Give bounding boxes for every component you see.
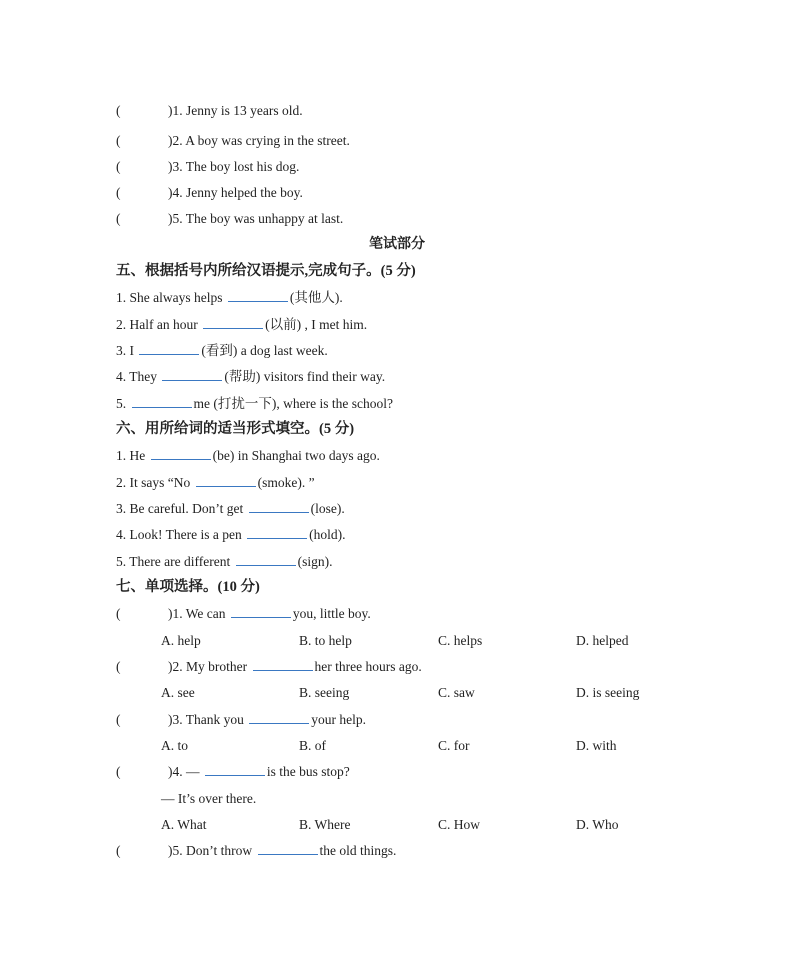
answer-blank[interactable]	[132, 395, 192, 408]
item-number: )1.	[168, 606, 183, 621]
item-text: 3. I	[116, 343, 138, 358]
item-text: your help.	[311, 712, 367, 727]
item-number: )1.	[168, 103, 183, 118]
option-c[interactable]: C. for	[438, 738, 470, 753]
answer-paren[interactable]: (	[116, 659, 121, 674]
tf-item-2	[116, 132, 350, 150]
tf-item-4	[116, 184, 303, 202]
s5-item-1	[116, 289, 343, 307]
answer-blank[interactable]	[151, 447, 211, 460]
item-text: My brother	[186, 659, 251, 674]
item-text: (其他人).	[289, 290, 343, 305]
section6-heading: 六、用所给词的适当形式填空。(5 分)	[116, 421, 355, 437]
answer-paren[interactable]: (	[116, 159, 121, 174]
item-text: The boy lost his dog.	[185, 159, 300, 174]
item-text: Jenny helped the boy.	[186, 185, 303, 200]
answer-blank[interactable]	[228, 289, 288, 302]
item-text: 2. Half an hour	[116, 317, 202, 332]
mc-question-3	[116, 711, 366, 729]
s5-item-3	[116, 342, 328, 360]
s6-item-4	[116, 526, 345, 544]
answer-blank[interactable]	[253, 658, 313, 671]
s6-item-3	[116, 500, 345, 518]
item-text: 4. Look! There is a pen	[116, 527, 246, 542]
item-text: 3. Be careful. Don’t get	[116, 501, 247, 516]
item-text: (be) in Shanghai two days ago.	[212, 448, 380, 463]
answer-paren[interactable]: (	[116, 764, 121, 779]
s5-item-4	[116, 368, 385, 386]
answer-paren[interactable]: (	[116, 606, 121, 621]
item-text: the old things.	[319, 843, 397, 858]
s5-item-2	[116, 316, 367, 334]
option-a[interactable]: A. see	[161, 685, 195, 700]
option-b[interactable]: B. seeing	[299, 685, 350, 700]
option-c[interactable]: C. helps	[438, 633, 483, 648]
s5-item-5	[116, 395, 393, 413]
item-number: )5.	[168, 211, 183, 226]
tf-item-3	[116, 158, 299, 176]
item-text: (smoke). ”	[257, 475, 315, 490]
item-text: (sign).	[297, 554, 333, 569]
item-text: Thank you	[185, 712, 248, 727]
answer-paren[interactable]: (	[116, 133, 121, 148]
answer-blank[interactable]	[236, 553, 296, 566]
answer-blank[interactable]	[249, 711, 309, 724]
s6-item-2	[116, 474, 315, 492]
mc-question-2	[116, 658, 422, 676]
item-text: (帮助) visitors find their way.	[224, 369, 386, 384]
item-number: )3.	[168, 159, 183, 174]
option-d[interactable]: D. Who	[576, 817, 619, 832]
option-b[interactable]: B. of	[299, 738, 326, 753]
item-text: me (打扰一下), where is the school?	[193, 396, 393, 411]
tf-item-5	[116, 210, 343, 228]
written-part-title: 笔试部分	[369, 237, 425, 252]
item-text: 1. She always helps	[116, 290, 226, 305]
answer-paren[interactable]: (	[116, 712, 121, 727]
answer-blank[interactable]	[205, 763, 265, 776]
item-text: (以前) , I met him.	[265, 317, 368, 332]
item-number: )2.	[168, 133, 183, 148]
answer-blank[interactable]	[258, 842, 318, 855]
tf-item-1	[116, 102, 303, 120]
answer-blank[interactable]	[247, 526, 307, 539]
answer-paren[interactable]: (	[116, 103, 121, 118]
item-text: her three hours ago.	[314, 659, 422, 674]
item-number: )2.	[168, 659, 183, 674]
option-b[interactable]: B. Where	[299, 817, 351, 832]
answer-blank[interactable]	[231, 605, 291, 618]
item-text: A boy was crying in the street.	[185, 133, 350, 148]
option-a[interactable]: A. help	[161, 633, 201, 648]
mc-question-4	[116, 763, 350, 781]
item-number: )4.	[168, 185, 183, 200]
option-d[interactable]: D. with	[576, 738, 617, 753]
answer-paren[interactable]: (	[116, 185, 121, 200]
answer-blank[interactable]	[139, 342, 199, 355]
answer-blank[interactable]	[162, 368, 222, 381]
item-text: 1. He	[116, 448, 149, 463]
item-text: (看到) a dog last week.	[201, 343, 328, 358]
item-text: 2. It says “No	[116, 475, 194, 490]
option-b[interactable]: B. to help	[299, 633, 352, 648]
answer-paren[interactable]: (	[116, 211, 121, 226]
item-text: Jenny is 13 years old.	[186, 103, 303, 118]
item-text: The boy was unhappy at last.	[185, 211, 344, 226]
option-d[interactable]: D. is seeing	[576, 685, 640, 700]
item-number: )5.	[168, 843, 183, 858]
option-c[interactable]: C. saw	[438, 685, 475, 700]
item-text: is the bus stop?	[266, 764, 350, 779]
answer-blank[interactable]	[196, 474, 256, 487]
option-d[interactable]: D. helped	[576, 633, 629, 648]
item-text: (lose).	[310, 501, 345, 516]
item-text: —	[186, 764, 203, 779]
section7-heading: 七、单项选择。(10 分)	[116, 579, 260, 595]
item-number: )3.	[168, 712, 183, 727]
s6-item-5	[116, 553, 332, 571]
item-text: 5.	[116, 396, 130, 411]
item-text: you, little boy.	[292, 606, 371, 621]
option-a[interactable]: A. What	[161, 817, 207, 832]
answer-blank[interactable]	[249, 500, 309, 513]
item-text: 5. There are different	[116, 554, 234, 569]
item-number: )4.	[168, 764, 183, 779]
s6-item-1	[116, 447, 380, 465]
option-c[interactable]: C. How	[438, 817, 481, 832]
item-text: We can	[185, 606, 229, 621]
option-a[interactable]: A. to	[161, 738, 188, 753]
dialogue-reply: — It’s over there.	[161, 791, 257, 806]
section5-heading: 五、根据括号内所给汉语提示,完成句子。(5 分)	[116, 263, 416, 279]
mc-question-1	[116, 605, 371, 623]
answer-blank[interactable]	[203, 316, 263, 329]
item-text: 4. They	[116, 369, 161, 384]
item-text: (hold).	[309, 527, 346, 542]
mc-question-5	[116, 842, 396, 860]
answer-paren[interactable]: (	[116, 843, 121, 858]
item-text: Don’t throw	[186, 843, 256, 858]
